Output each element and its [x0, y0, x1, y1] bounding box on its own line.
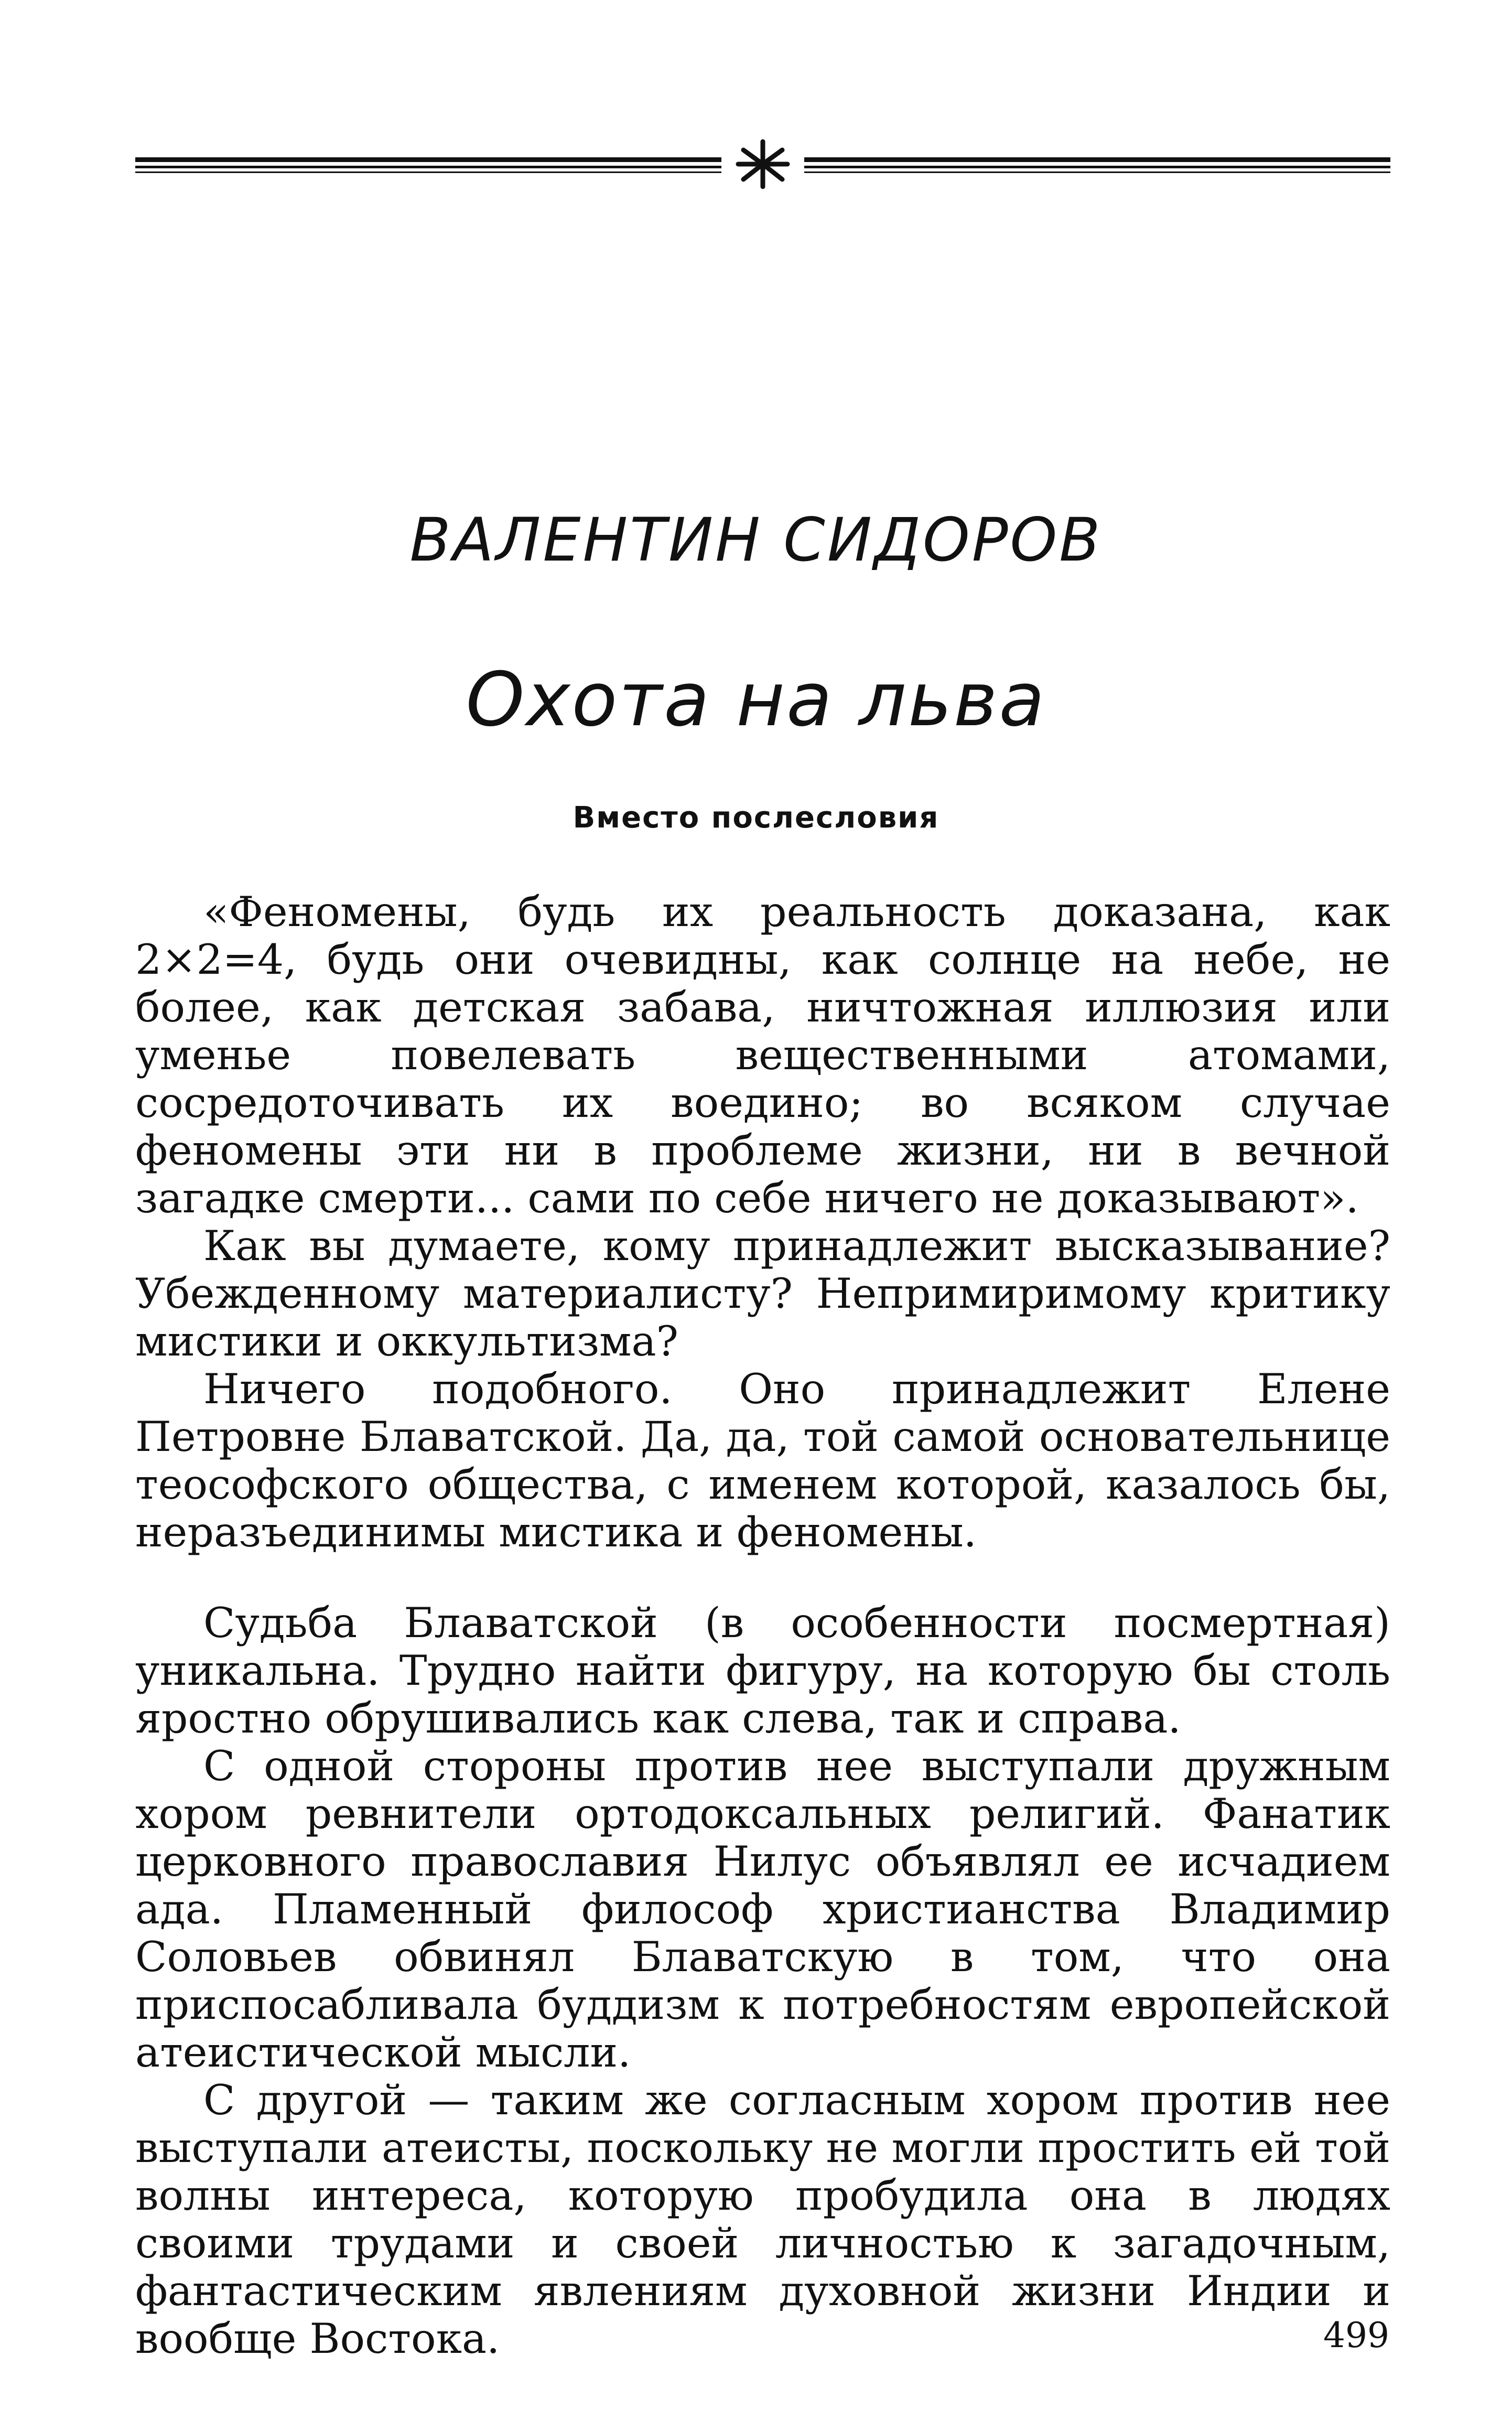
body-paragraph: С одной стороны против нее выступали дружным хором ревнители ортодоксальных религий. Фанатик церковного православия Нилус объявлял ее исчадием ада. Пламенный философ христианства Владимир Соловьев обвинял Блаватскую в том, что она приспосабливала буддизм к потребностям европейской атеистической мысли.: [135, 1742, 1390, 2077]
left-rule: [135, 157, 721, 173]
question-paragraph: Как вы думаете, кому принадлежит высказывание? Убежденному материалисту? Непримиримому критику мистики и оккультизма?: [135, 1222, 1390, 1365]
body-paragraph: Судьба Блаватской (в особенности посмертная) уникальна. Трудно найти фигуру, на которую бы столь яростно обрушивались как слева, так и справа.: [135, 1599, 1390, 1742]
star-ornament-icon: [738, 142, 787, 187]
ornament-divider: [135, 135, 1390, 193]
author-name: ВАЛЕНТИН СИДОРОВ: [409, 505, 1103, 575]
intro-section: [135, 888, 1390, 1556]
main-section: [135, 1599, 1390, 2363]
answer-paragraph: Ничего подобного. Оно принадлежит Елене Петровне Блаватской. Да, да, той самой основательнице теософского общества, с именем которой, казалось бы, неразъединимы мистика и феномены.: [135, 1365, 1390, 1556]
right-rule: [804, 157, 1390, 173]
body-paragraph: С другой — таким же согласным хором против нее выступали атеисты, поскольку не могли простить ей той волны интереса, которую пробудила она в людях своими трудами и своей личностью к загадочным, фантастическим явлениям духовной жизни Индии и вообще Востока.: [135, 2076, 1390, 2363]
chapter-subtitle: Вместо послесловия: [573, 801, 939, 835]
chapter-title: Охота на льва: [466, 657, 1046, 743]
page-number: 499: [1323, 2315, 1389, 2355]
quote-paragraph: «Феномены, будь их реальность доказана, как 2×2=4, будь они очевидны, как солнце на небе, не более, как детская забава, ничтожная иллюзия или уменье повелевать вещественными атомами, сосредоточивать их воедино; во всяком случае феномены эти ни в проблеме жизни, ни в вечной загадке смерти... сами по себе ничего не доказывают».: [135, 888, 1390, 1222]
